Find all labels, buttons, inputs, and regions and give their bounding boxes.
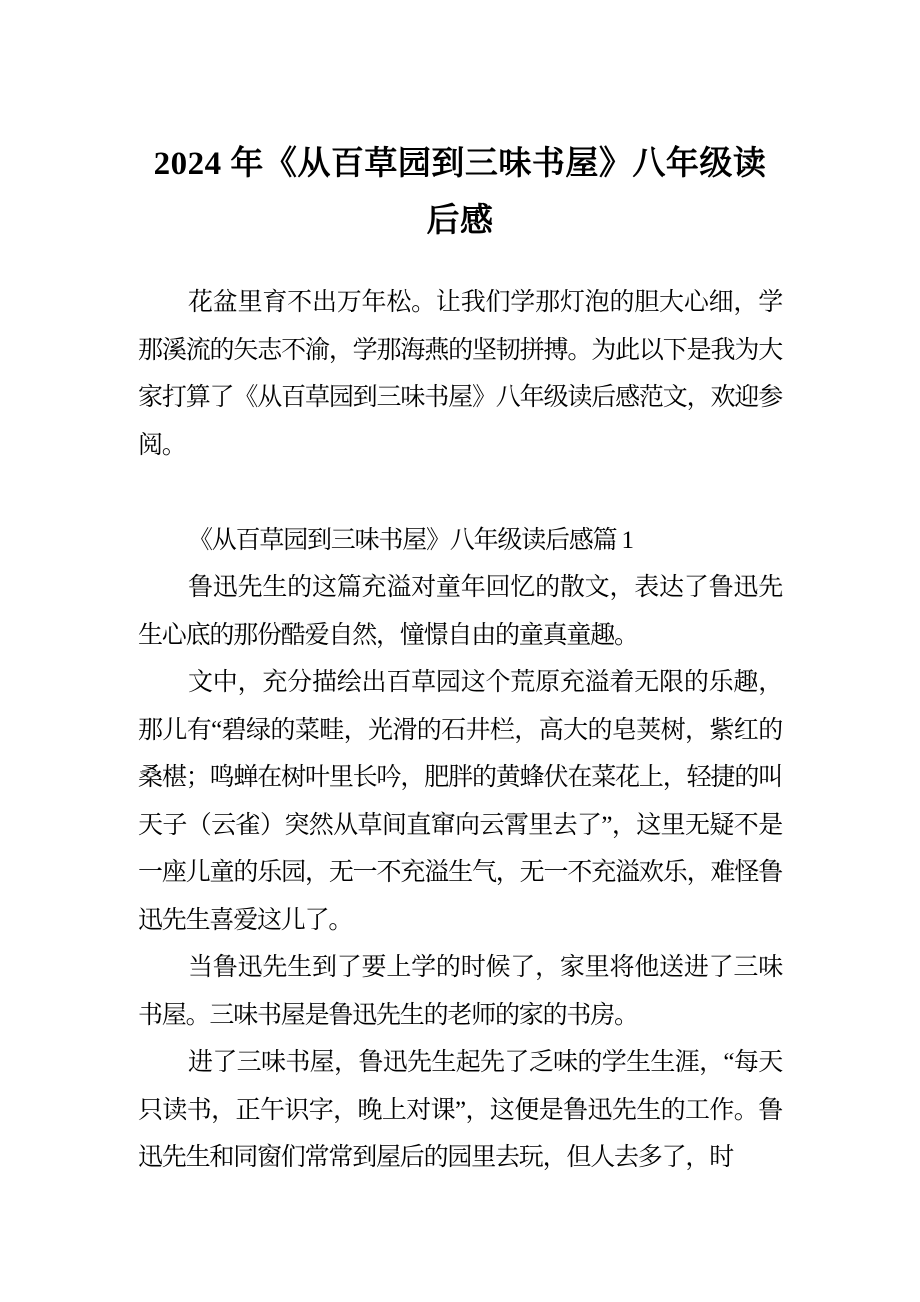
- body-paragraph-4: 进了三味书屋，鲁迅先生起先了乏味的学生生涯，“每天只读书，正午识字，晚上对课”，这便是鲁迅先生的工作。鲁迅先生和同窗们常常到屋后的园里去玩，但人去多了，时: [138, 1049, 782, 1171]
- document-body: [138, 279, 782, 1182]
- document-title: 2024 年《从百草园到三味书屋》八年级读后感: [153, 146, 767, 239]
- body-paragraph-1: 鲁迅先生的这篇充溢对童年回忆的散文，表达了鲁迅先生心底的那份酷爱自然，憧憬自由的童真童趣。: [138, 574, 782, 649]
- body-paragraph-3: 当鲁迅先生到了要上学的时候了，家里将他送进了三味书屋。三味书屋是鲁迅先生的老师的家的书房。: [138, 954, 782, 1029]
- intro-paragraph: 花盆里育不出万年松。让我们学那灯泡的胆大心细，学那溪流的矢志不渝，学那海燕的坚韧拼搏。为此以下是我为大家打算了《从百草园到三味书屋》八年级读后感范文，欢迎参阅。: [138, 289, 782, 459]
- section-heading: 《从百草园到三味书屋》八年级读后感篇 1: [188, 526, 633, 554]
- body-paragraph-2: 文中，充分描绘出百草园这个荒原充溢着无限的乐趣，那儿有“碧绿的菜畦，光滑的石井栏，高大的皂荚树，紫红的桑椹；鸣蝉在树叶里长吟，肥胖的黄蜂伏在菜花上，轻捷的叫天子（云雀）突然从草间直窜向云霄里去了”，这里无疑不是一座儿童的乐园，无一不充溢生气，无一不充溢欢乐，难怪鲁迅先生喜爱这儿了。: [138, 669, 782, 934]
